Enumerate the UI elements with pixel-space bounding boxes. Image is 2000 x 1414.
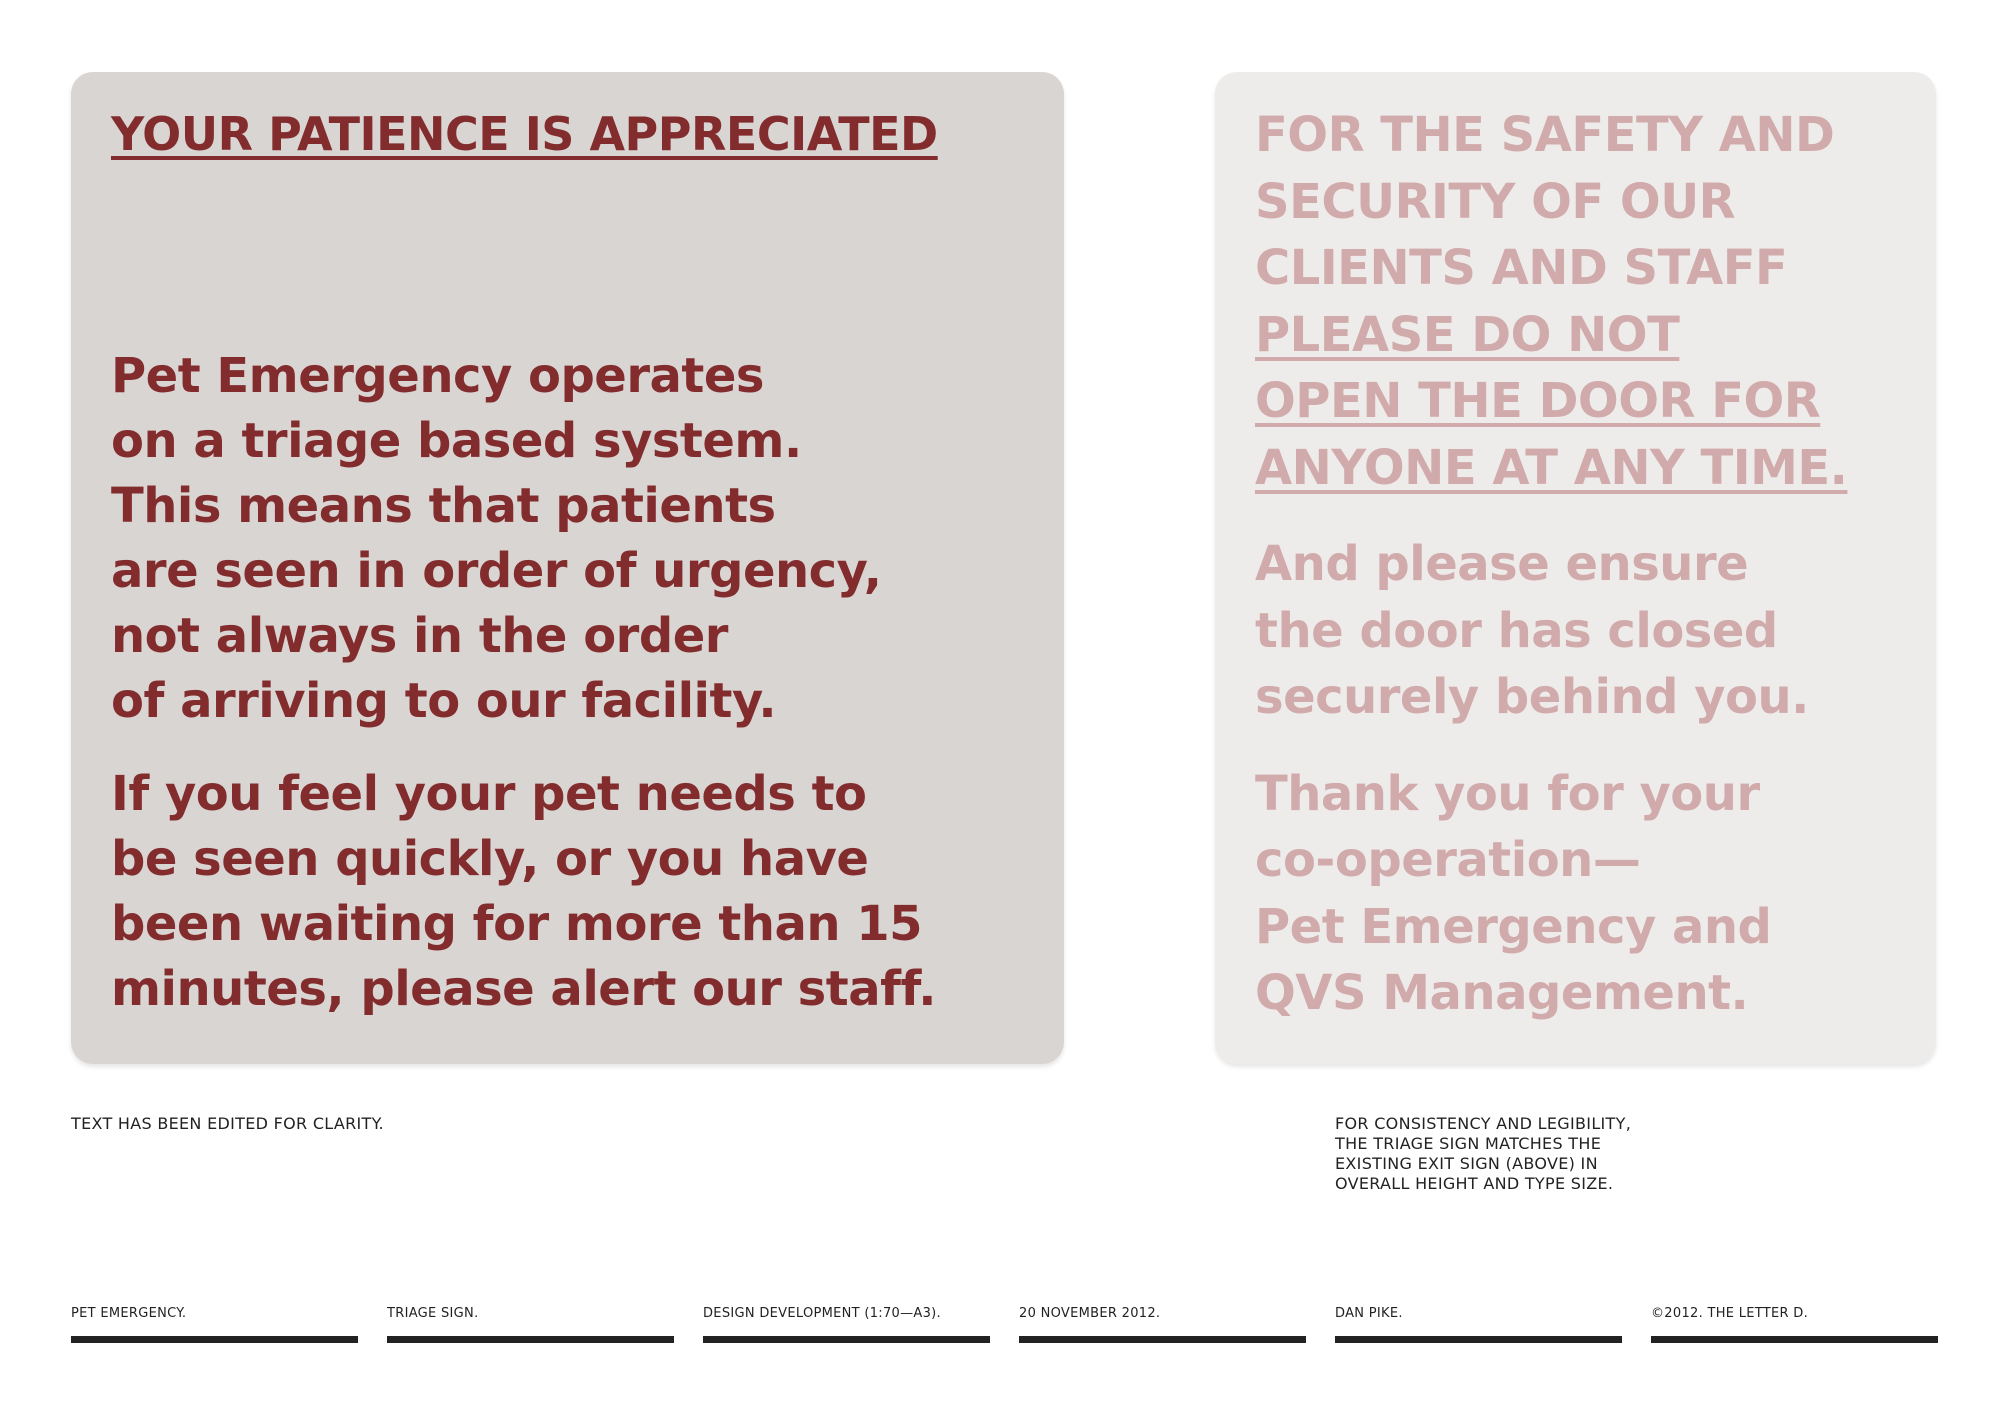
triage-sign-content	[111, 102, 1024, 1022]
footer-rule	[387, 1336, 674, 1343]
footer-rule	[703, 1336, 990, 1343]
text-line: not always in the order	[111, 608, 728, 664]
note-line: THE TRIAGE SIGN MATCHES THE	[1335, 1134, 1602, 1153]
text-line: minutes, please alert our staff.	[111, 961, 936, 1017]
footer-label: DESIGN DEVELOPMENT (1:70—A3).	[703, 1306, 941, 1321]
footer-label: 20 NOVEMBER 2012.	[1019, 1306, 1161, 1321]
text-line: Thank you for your	[1255, 765, 1760, 822]
text-line: securely behind you.	[1255, 669, 1809, 725]
note-line: TEXT HAS BEEN EDITED FOR CLARITY.	[71, 1114, 384, 1133]
footer-rule	[71, 1336, 358, 1343]
footer-label: DAN PIKE.	[1335, 1306, 1403, 1321]
text-line: been waiting for more than 15	[111, 896, 923, 952]
text-line: are seen in order of urgency,	[111, 543, 882, 599]
footer-stage	[703, 1306, 990, 1343]
triage-paragraph-1	[111, 344, 1024, 734]
text-line: be seen quickly, or you have	[111, 831, 869, 887]
text-line: of arriving to our facility.	[111, 673, 777, 729]
exit-sign-safety-block	[1255, 102, 1896, 501]
footer-client	[71, 1306, 358, 1343]
footer-copyright	[1651, 1306, 1938, 1343]
note-line: EXISTING EXIT SIGN (ABOVE) IN	[1335, 1154, 1598, 1173]
footer-rule	[1651, 1336, 1938, 1343]
footer-label: ©2012. THE LETTER D.	[1651, 1306, 1809, 1321]
text-line: SECURITY OF OUR	[1255, 173, 1736, 230]
triage-paragraph-2	[111, 762, 1024, 1022]
text-line: Pet Emergency operates	[111, 348, 764, 404]
triage-sign-title: YOUR PATIENCE IS APPRECIATED	[111, 107, 938, 161]
exit-sign-door-block	[1255, 531, 1896, 731]
consistency-note	[1335, 1114, 1631, 1194]
footer-author	[1335, 1306, 1622, 1343]
editing-note	[71, 1114, 384, 1134]
exit-sign-thanks-block	[1255, 761, 1896, 1027]
text-line: If you feel your pet needs to	[111, 766, 867, 822]
footer-rule	[1019, 1336, 1306, 1343]
text-line: And please ensure	[1255, 536, 1749, 592]
text-line-underlined: ANYONE AT ANY TIME.	[1255, 439, 1848, 496]
footer-date	[1019, 1306, 1306, 1343]
footer-rule	[1335, 1336, 1622, 1343]
text-line: CLIENTS AND STAFF	[1255, 240, 1788, 296]
footer-label: PET EMERGENCY.	[71, 1306, 187, 1321]
triage-sign-panel	[71, 72, 1064, 1064]
note-line: OVERALL HEIGHT AND TYPE SIZE.	[1335, 1174, 1614, 1193]
text-line: This means that patients	[111, 478, 776, 534]
text-line: Pet Emergency and	[1255, 898, 1772, 955]
exit-sign-content	[1255, 102, 1896, 1027]
footer-project	[387, 1306, 674, 1343]
text-line-underlined: PLEASE DO NOT	[1255, 306, 1680, 363]
text-line: co-operation—	[1255, 832, 1641, 888]
text-line: the door has closed	[1255, 602, 1778, 659]
note-line: FOR CONSISTENCY AND LEGIBILITY,	[1335, 1114, 1632, 1133]
text-line: QVS Management.	[1255, 965, 1749, 1021]
exit-sign-panel	[1215, 72, 1936, 1064]
text-line: on a triage based system.	[111, 413, 802, 469]
footer-label: TRIAGE SIGN.	[387, 1306, 479, 1321]
text-line-underlined: OPEN THE DOOR FOR	[1255, 373, 1821, 429]
text-line: FOR THE SAFETY AND	[1255, 107, 1835, 163]
